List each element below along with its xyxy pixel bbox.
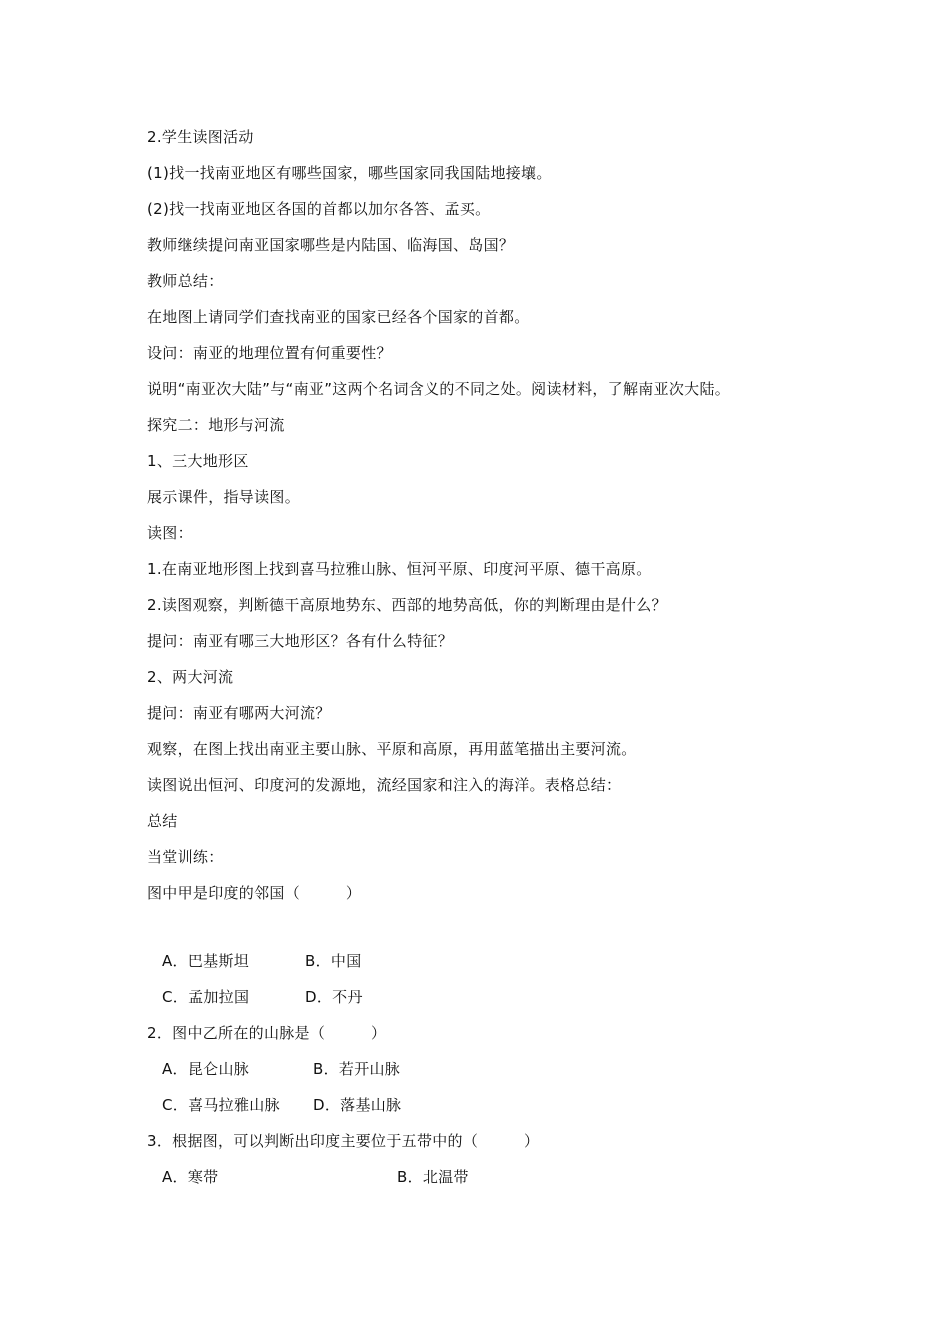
activity-item-1: (1)找一找南亚地区有哪些国家，哪些国家同我国陆地接壤。 [147, 164, 552, 182]
section-heading-terrain-rivers: 探究二：地形与河流 [147, 416, 285, 434]
q2-option-d: D．落基山脉 [313, 1096, 402, 1114]
courseware-text: 展示课件，指导读图。 [147, 488, 301, 506]
read-map-item-1: 1.在南亚地形图上找到喜马拉雅山脉、恒河平原、印度河平原、德干高原。 [147, 560, 652, 578]
subheading-three-regions: 1、三大地形区 [147, 452, 249, 470]
question-3-stem: 3．根据图，可以判断出印度主要位于五带中的（ ） [147, 1132, 540, 1150]
question-three-regions: 提问：南亚有哪三大地形区？各有什么特征？ [147, 632, 454, 650]
question-two-rivers: 提问：南亚有哪两大河流？ [147, 704, 331, 722]
q2-option-c: C．喜马拉雅山脉 [162, 1096, 280, 1114]
q1-option-d: D．不丹 [305, 988, 363, 1006]
q1-option-a: A．巴基斯坦 [162, 952, 250, 970]
read-map-label: 读图： [147, 524, 193, 542]
summary-text: 在地图上请同学们查找南亚的国家已经各个国家的首都。 [147, 308, 530, 326]
q2-option-a: A．昆仑山脉 [162, 1060, 250, 1078]
q3-option-a: A．寒带 [162, 1168, 219, 1186]
activity-item-2: (2)找一找南亚地区各国的首都以加尔各答、孟买。 [147, 200, 491, 218]
subheading-two-rivers: 2、两大河流 [147, 668, 234, 686]
question-location: 设问：南亚的地理位置有何重要性？ [147, 344, 392, 362]
read-map-item-2: 2.读图观察，判断德干高原地势东、西部的地势高低，你的判断理由是什么？ [147, 596, 667, 614]
q2-option-b: B．若开山脉 [313, 1060, 401, 1078]
q1-option-b: B．中国 [305, 952, 362, 970]
rivers-reading-text: 读图说出恒河、印度河的发源地，流经国家和注入的海洋。表格总结： [147, 776, 622, 794]
explanation-subcontinent: 说明“南亚次大陆”与“南亚”这两个名词含义的不同之处。阅读材料，了解南亚次大陆。 [147, 380, 731, 398]
practice-label: 当堂训练： [147, 848, 224, 866]
question-1-stem: 图中甲是印度的邻国（ ） [147, 884, 362, 902]
teacher-question: 教师继续提问南亚国家哪些是内陆国、临海国、岛国？ [147, 236, 515, 254]
question-2-stem: 2．图中乙所在的山脉是（ ） [147, 1024, 387, 1042]
summary-label: 总结 [147, 812, 178, 830]
teacher-summary-label: 教师总结： [147, 272, 224, 290]
observation-text: 观察，在图上找出南亚主要山脉、平原和高原，再用蓝笔描出主要河流。 [147, 740, 637, 758]
heading-student-activity: 2.学生读图活动 [147, 128, 254, 146]
q3-option-b: B．北温带 [397, 1168, 469, 1186]
q1-option-c: C．孟加拉国 [162, 988, 250, 1006]
